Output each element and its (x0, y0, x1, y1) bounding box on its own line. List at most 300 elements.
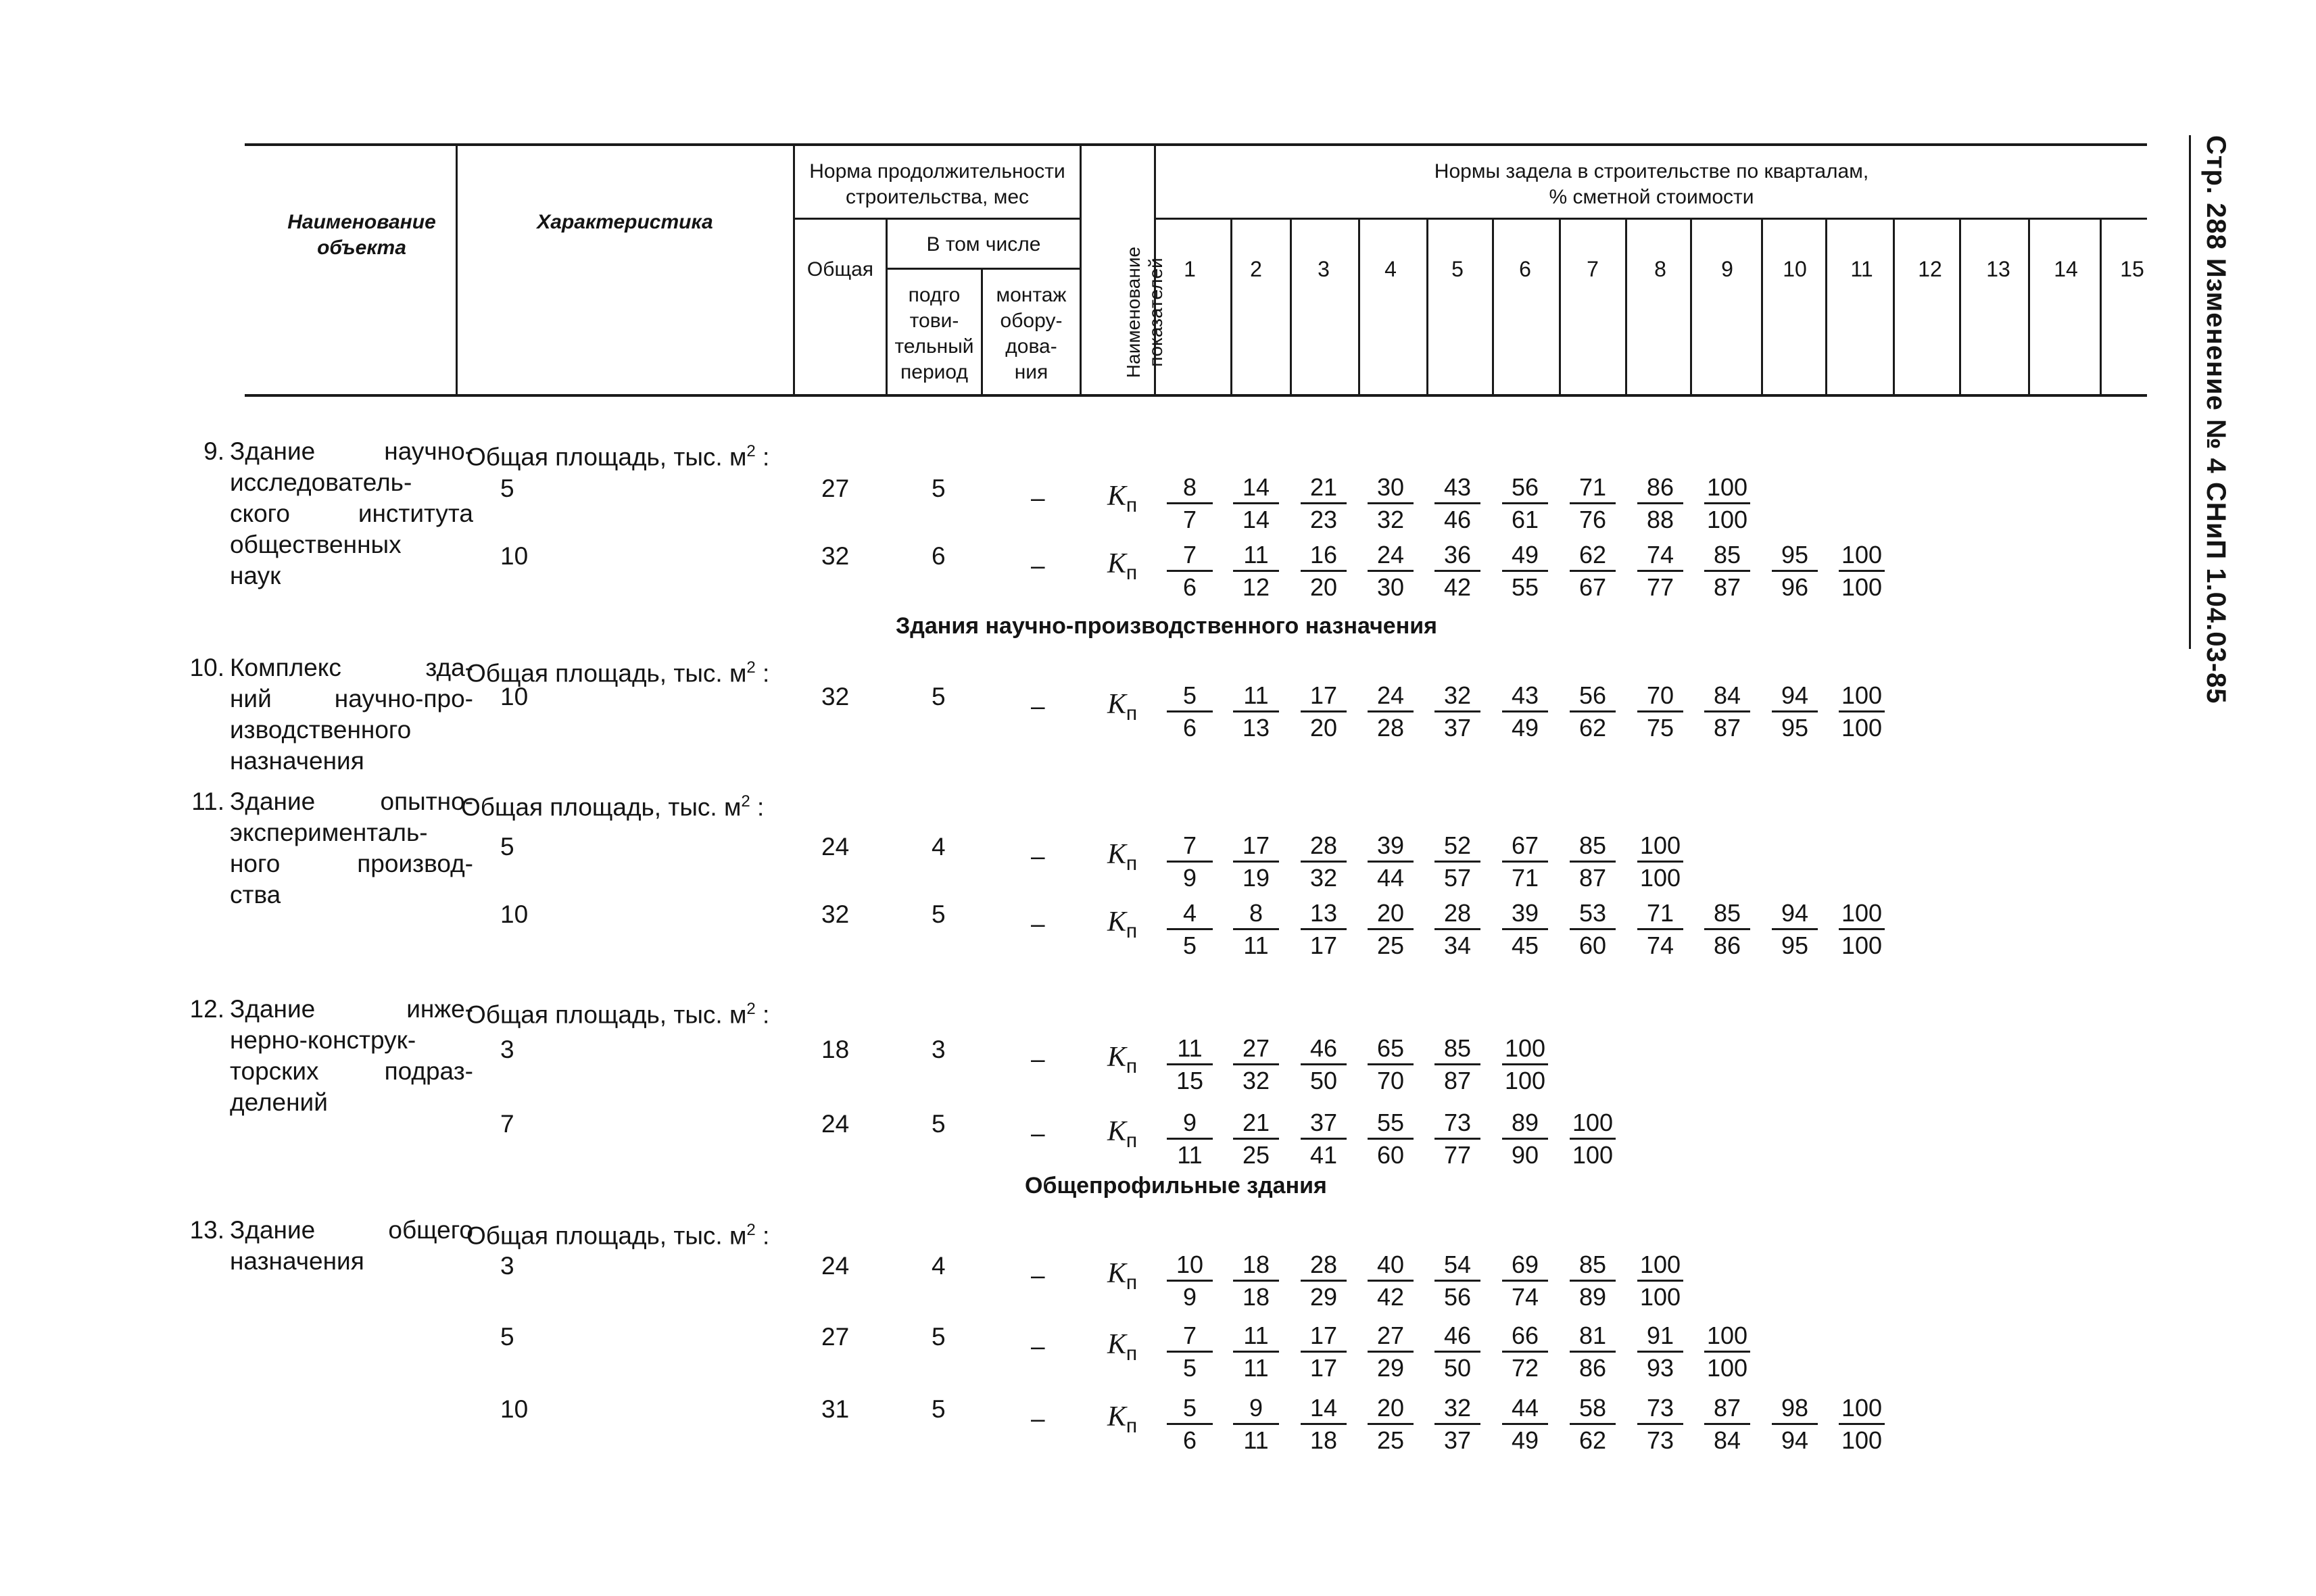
fraction-denominator: 100 (1706, 1354, 1748, 1382)
fraction-bar (1704, 710, 1750, 712)
fraction-numerator: 86 (1646, 473, 1674, 501)
fraction-denominator: 70 (1376, 1067, 1405, 1094)
fraction-denominator: 62 (1578, 1426, 1607, 1454)
fraction-denominator: 100 (1706, 506, 1748, 533)
fraction-bar (1233, 1138, 1279, 1140)
duration-equipment: – (1031, 910, 1045, 938)
reserve-fraction (1566, 541, 1620, 602)
reserve-fraction (1633, 1322, 1687, 1382)
fraction-bar (1233, 570, 1279, 572)
reserve-fraction (1633, 473, 1687, 534)
fraction-bar (1301, 1280, 1347, 1282)
reserve-fraction (1835, 1394, 1889, 1455)
fraction-denominator: 57 (1443, 864, 1472, 892)
fraction-numerator: 32 (1443, 1394, 1472, 1422)
indicator-kp-letter: К (1107, 839, 1126, 870)
reserve-fraction (1498, 1034, 1552, 1095)
fraction-bar (1704, 1423, 1750, 1425)
fraction-denominator: 34 (1443, 932, 1472, 959)
indicator-kp (1107, 480, 1137, 517)
reserve-fraction (1163, 1394, 1217, 1455)
fraction-bar (1368, 861, 1414, 863)
fraction-numerator: 20 (1376, 1394, 1405, 1422)
fraction-numerator: 11 (1177, 1034, 1203, 1062)
characteristic-label-sup: 2 (746, 658, 756, 677)
fraction-numerator: 7 (1182, 541, 1197, 569)
fraction-numerator: 8 (1182, 473, 1197, 501)
fraction-denominator: 50 (1443, 1354, 1472, 1382)
col-divider (456, 143, 458, 395)
fraction-numerator: 13 (1309, 899, 1338, 927)
fraction-numerator: 39 (1376, 831, 1405, 859)
characteristic-label-sup: 2 (741, 792, 750, 811)
fraction-bar (1637, 710, 1683, 712)
reserve-fraction (1498, 831, 1552, 892)
fraction-denominator: 89 (1578, 1283, 1607, 1311)
fraction-denominator: 50 (1309, 1067, 1338, 1094)
row-divider (886, 268, 1081, 270)
fraction-denominator: 72 (1511, 1354, 1539, 1382)
fraction-numerator: 73 (1646, 1394, 1674, 1422)
fraction-numerator: 17 (1242, 831, 1270, 859)
object-number: 11. (191, 788, 224, 815)
indicator-kp-subscript: п (1126, 702, 1138, 725)
fraction-numerator: 11 (1243, 681, 1269, 709)
indicator-kp-letter: К (1107, 481, 1126, 512)
object-name-line: Здание научно- (230, 437, 473, 465)
fraction-bar (1233, 710, 1279, 712)
indicator-kp-letter: К (1107, 689, 1126, 720)
reserve-fraction (1700, 899, 1754, 960)
fraction-denominator: 32 (1376, 506, 1405, 533)
duration-equipment: – (1031, 1405, 1045, 1432)
section-heading-research-production: Здания научно-производственного назначения (896, 613, 1437, 639)
object-name-line: нерно-конструк- (230, 1026, 416, 1054)
reserve-fraction (1566, 473, 1620, 534)
fraction-denominator: 12 (1242, 573, 1270, 601)
reserve-fraction (1430, 541, 1485, 602)
header-object-name: Наименование объекта (287, 211, 436, 259)
object-name (203, 436, 473, 591)
fraction-numerator: 85 (1713, 899, 1741, 927)
fraction-bar (1301, 928, 1347, 930)
fraction-bar (1570, 928, 1616, 930)
object-name (191, 786, 473, 911)
fraction-bar (1368, 1423, 1414, 1425)
fraction-numerator: 55 (1376, 1109, 1405, 1136)
fraction-bar (1570, 710, 1616, 712)
reserve-fraction (1163, 681, 1217, 742)
fraction-numerator: 14 (1309, 1394, 1338, 1422)
fraction-numerator: 85 (1578, 831, 1607, 859)
fraction-numerator: 9 (1249, 1394, 1263, 1422)
header-indicator: Наименование показателей (1123, 246, 1166, 379)
fraction-bar (1434, 1423, 1480, 1425)
object-name-line: эксперименталь- (230, 819, 428, 846)
fraction-denominator: 6 (1182, 714, 1197, 742)
fraction-bar (1167, 1138, 1213, 1140)
fraction-bar (1233, 1423, 1279, 1425)
fraction-bar (1167, 570, 1213, 572)
reserve-fraction (1430, 1251, 1485, 1311)
reserve-fraction (1498, 1251, 1552, 1311)
reserve-fraction (1364, 1109, 1418, 1169)
reserve-fraction (1364, 1251, 1418, 1311)
quarter-number: 13 (1986, 257, 2010, 281)
quarter-divider (1825, 218, 1827, 395)
fraction-denominator: 32 (1309, 864, 1338, 892)
reserve-fraction (1229, 1251, 1283, 1311)
reserve-fraction (1364, 681, 1418, 742)
reserve-fraction (1229, 1109, 1283, 1169)
fraction-denominator: 94 (1781, 1426, 1809, 1454)
fraction-denominator: 100 (1504, 1067, 1546, 1094)
fraction-denominator: 49 (1511, 714, 1539, 742)
section-heading-general-profile: Общепрофильные здания (1025, 1173, 1327, 1199)
duration-equipment: – (1031, 552, 1045, 579)
reserve-fraction (1229, 831, 1283, 892)
duration-prep: 5 (932, 1323, 946, 1351)
reserve-fraction (1700, 681, 1754, 742)
quarter-divider (1559, 218, 1561, 395)
fraction-denominator: 96 (1781, 573, 1809, 601)
fraction-numerator: 4 (1182, 899, 1197, 927)
fraction-denominator: 90 (1511, 1141, 1539, 1169)
indicator-kp (1107, 906, 1137, 943)
fraction-bar (1502, 1138, 1548, 1140)
quarter-divider (1625, 218, 1627, 395)
reserve-fraction (1430, 1034, 1485, 1095)
quarter-number: 9 (1721, 257, 1733, 281)
row-divider (1154, 218, 2147, 220)
fraction-bar (1570, 861, 1616, 863)
fraction-numerator: 46 (1443, 1322, 1472, 1349)
reserve-fraction (1229, 541, 1283, 602)
characteristic-value: 10 (500, 542, 529, 570)
characteristic-label (466, 994, 769, 1030)
fraction-bar (1368, 1138, 1414, 1140)
fraction-denominator: 84 (1713, 1426, 1741, 1454)
fraction-denominator: 29 (1309, 1283, 1338, 1311)
fraction-numerator: 7 (1182, 831, 1197, 859)
fraction-numerator: 66 (1511, 1322, 1539, 1349)
fraction-numerator: 89 (1511, 1109, 1539, 1136)
object-name-line: наук (230, 562, 281, 589)
duration-equipment: – (1031, 1119, 1045, 1147)
reserve-fraction (1297, 541, 1351, 602)
characteristic-label (466, 436, 769, 473)
object-name (189, 994, 473, 1118)
reserve-fraction (1297, 1034, 1351, 1095)
duration-prep: 4 (932, 833, 946, 861)
fraction-bar (1368, 570, 1414, 572)
fraction-numerator: 28 (1309, 1251, 1338, 1278)
reserve-fraction (1768, 1394, 1822, 1455)
fraction-denominator: 11 (1243, 1354, 1269, 1382)
fraction-bar (1570, 1280, 1616, 1282)
reserve-fraction (1297, 473, 1351, 534)
fraction-bar (1434, 710, 1480, 712)
indicator-kp-letter: К (1107, 548, 1126, 579)
fraction-numerator: 8 (1249, 899, 1263, 927)
reserve-fraction (1633, 899, 1687, 960)
fraction-numerator: 81 (1578, 1322, 1607, 1349)
fraction-bar (1434, 928, 1480, 930)
fraction-numerator: 28 (1443, 899, 1472, 927)
quarter-number: 14 (2054, 257, 2078, 281)
fraction-bar (1233, 861, 1279, 863)
header-reserve-norms: Нормы задела в строительстве по кварталам, % сметной стоимости (1434, 160, 1869, 208)
fraction-denominator: 37 (1443, 1426, 1472, 1454)
fraction-bar (1434, 502, 1480, 504)
fraction-bar (1637, 1351, 1683, 1353)
fraction-bar (1233, 502, 1279, 504)
reserve-fraction (1430, 681, 1485, 742)
reserve-fraction (1498, 899, 1552, 960)
duration-equipment: – (1031, 1332, 1045, 1360)
fraction-numerator: 46 (1309, 1034, 1338, 1062)
fraction-denominator: 76 (1578, 506, 1607, 533)
header-duration-norm: Норма продолжительности строительства, мес (809, 160, 1065, 208)
reserve-fraction (1498, 1322, 1552, 1382)
fraction-numerator: 85 (1443, 1034, 1472, 1062)
fraction-denominator: 87 (1713, 573, 1741, 601)
indicator-kp-subscript: п (1126, 920, 1138, 942)
characteristic-value: 3 (500, 1036, 514, 1063)
fraction-numerator: 62 (1578, 541, 1607, 569)
duration-prep: 5 (932, 900, 946, 928)
fraction-denominator: 37 (1443, 714, 1472, 742)
reserve-fraction (1297, 1394, 1351, 1455)
object-name-line: торских подраз- (230, 1057, 473, 1085)
reserve-fraction (1498, 681, 1552, 742)
fraction-bar (1167, 1351, 1213, 1353)
fraction-numerator: 56 (1511, 473, 1539, 501)
indicator-kp-letter: К (1107, 906, 1126, 938)
fraction-bar (1233, 1063, 1279, 1065)
reserve-fraction (1163, 1034, 1217, 1095)
fraction-denominator: 74 (1511, 1283, 1539, 1311)
fraction-numerator: 24 (1376, 541, 1405, 569)
quarter-number: 3 (1318, 257, 1330, 281)
reserve-fraction (1700, 473, 1754, 534)
fraction-numerator: 100 (1572, 1109, 1614, 1136)
quarter-number: 4 (1384, 257, 1397, 281)
fraction-numerator: 84 (1713, 681, 1741, 709)
fraction-denominator: 5 (1182, 1354, 1197, 1382)
reserve-fraction (1163, 831, 1217, 892)
indicator-kp-letter: К (1107, 1042, 1126, 1073)
reserve-fraction (1229, 473, 1283, 534)
reserve-fraction (1163, 1322, 1217, 1382)
object-name-line: Здание инже- (230, 995, 473, 1023)
fraction-denominator: 93 (1646, 1354, 1674, 1382)
characteristic-value: 5 (500, 1323, 514, 1351)
fraction-denominator: 42 (1443, 573, 1472, 601)
fraction-numerator: 21 (1309, 473, 1338, 501)
fraction-denominator: 67 (1578, 573, 1607, 601)
reserve-fraction (1297, 831, 1351, 892)
reserve-fraction (1430, 1322, 1485, 1382)
fraction-numerator: 95 (1781, 541, 1809, 569)
reserve-fraction (1498, 473, 1552, 534)
fraction-bar (1704, 570, 1750, 572)
fraction-denominator: 20 (1309, 714, 1338, 742)
fraction-denominator: 14 (1242, 506, 1270, 533)
object-name-line: Здание общего (230, 1216, 473, 1244)
quarter-number: 6 (1519, 257, 1531, 281)
fraction-bar (1502, 502, 1548, 504)
duration-prep: 6 (932, 542, 946, 570)
reserve-fraction (1430, 473, 1485, 534)
fraction-numerator: 36 (1443, 541, 1472, 569)
object-number: 10. (189, 654, 224, 681)
fraction-denominator: 11 (1177, 1141, 1203, 1169)
object-name-line: Здание опытно- (230, 788, 473, 815)
reserve-fraction (1566, 1251, 1620, 1311)
fraction-denominator: 100 (1639, 864, 1681, 892)
quarter-number: 1 (1184, 257, 1196, 281)
object-name (189, 1215, 473, 1277)
indicator-kp-subscript: п (1126, 852, 1138, 875)
fraction-denominator: 100 (1841, 932, 1883, 959)
fraction-bar (1502, 1063, 1548, 1065)
object-name-line: изводственного (230, 716, 412, 744)
fraction-bar (1167, 710, 1213, 712)
header-top-rule (245, 143, 2147, 146)
characteristic-label (461, 786, 764, 823)
reserve-fraction (1633, 681, 1687, 742)
characteristic-value: 7 (500, 1110, 514, 1138)
duration-total: 32 (821, 900, 850, 928)
fraction-bar (1368, 1351, 1414, 1353)
fraction-numerator: 85 (1713, 541, 1741, 569)
fraction-numerator: 24 (1376, 681, 1405, 709)
duration-total: 27 (821, 475, 850, 502)
characteristic-label-tail: : (755, 443, 770, 471)
fraction-bar (1637, 1280, 1683, 1282)
fraction-numerator: 39 (1511, 899, 1539, 927)
object-name-line: назначения (230, 1247, 364, 1275)
duration-total: 24 (821, 833, 850, 861)
fraction-numerator: 71 (1646, 899, 1674, 927)
fraction-bar (1301, 861, 1347, 863)
fraction-numerator: 5 (1182, 681, 1197, 709)
duration-total: 18 (821, 1036, 850, 1063)
fraction-numerator: 40 (1376, 1251, 1405, 1278)
fraction-bar (1570, 502, 1616, 504)
fraction-bar (1434, 1351, 1480, 1353)
row-divider (793, 218, 1081, 220)
fraction-bar (1637, 502, 1683, 504)
fraction-numerator: 100 (1504, 1034, 1546, 1062)
fraction-denominator: 100 (1841, 1426, 1883, 1454)
fraction-bar (1502, 570, 1548, 572)
characteristic-value: 10 (500, 900, 529, 928)
reserve-fraction (1633, 1394, 1687, 1455)
fraction-numerator: 37 (1309, 1109, 1338, 1136)
fraction-numerator: 69 (1511, 1251, 1539, 1278)
fraction-bar (1434, 1063, 1480, 1065)
reserve-fraction (1430, 1394, 1485, 1455)
fraction-bar (1637, 570, 1683, 572)
fraction-numerator: 27 (1376, 1322, 1405, 1349)
indicator-kp (1107, 1041, 1137, 1078)
fraction-denominator: 74 (1646, 932, 1674, 959)
side-title-rule (2189, 135, 2191, 649)
fraction-bar (1167, 861, 1213, 863)
fraction-numerator: 71 (1578, 473, 1607, 501)
fraction-numerator: 100 (1841, 681, 1883, 709)
reserve-fraction (1700, 1394, 1754, 1455)
indicator-kp-letter: К (1107, 1116, 1126, 1147)
fraction-bar (1368, 1063, 1414, 1065)
reserve-fraction (1700, 1322, 1754, 1382)
characteristic-label-text: Общая площадь, тыс. м (466, 1000, 747, 1029)
fraction-numerator: 10 (1176, 1251, 1204, 1278)
fraction-numerator: 7 (1182, 1322, 1197, 1349)
fraction-numerator: 94 (1781, 681, 1809, 709)
reserve-fraction (1297, 1251, 1351, 1311)
fraction-bar (1839, 570, 1885, 572)
quarter-divider (2100, 218, 2102, 395)
reserve-fraction (1229, 899, 1283, 960)
fraction-bar (1167, 928, 1213, 930)
fraction-bar (1502, 710, 1548, 712)
quarter-divider (2028, 218, 2030, 395)
fraction-bar (1167, 1280, 1213, 1282)
fraction-denominator: 60 (1578, 932, 1607, 959)
duration-prep: 5 (932, 1110, 946, 1138)
fraction-denominator: 28 (1376, 714, 1405, 742)
fraction-bar (1570, 1351, 1616, 1353)
indicator-kp-subscript: п (1126, 1415, 1138, 1437)
fraction-numerator: 100 (1706, 1322, 1748, 1349)
fraction-numerator: 100 (1841, 1394, 1883, 1422)
indicator-kp (1107, 1401, 1137, 1438)
fraction-bar (1502, 861, 1548, 863)
fraction-denominator: 87 (1713, 714, 1741, 742)
fraction-numerator: 53 (1578, 899, 1607, 927)
indicator-kp-subscript: п (1126, 494, 1138, 516)
quarter-divider (1230, 218, 1232, 395)
reserve-fraction (1229, 1034, 1283, 1095)
fraction-numerator: 43 (1443, 473, 1472, 501)
fraction-denominator: 100 (1841, 573, 1883, 601)
characteristic-value: 5 (500, 475, 514, 502)
fraction-denominator: 87 (1578, 864, 1607, 892)
fraction-denominator: 100 (1639, 1283, 1681, 1311)
fraction-numerator: 18 (1242, 1251, 1270, 1278)
fraction-bar (1233, 928, 1279, 930)
reserve-fraction (1835, 681, 1889, 742)
fraction-bar (1301, 570, 1347, 572)
fraction-denominator: 25 (1376, 1426, 1405, 1454)
fraction-denominator: 25 (1242, 1141, 1270, 1169)
fraction-denominator: 61 (1511, 506, 1539, 533)
fraction-numerator: 54 (1443, 1251, 1472, 1278)
indicator-kp-subscript: п (1126, 1055, 1138, 1078)
quarter-divider (1358, 218, 1360, 395)
fraction-denominator: 100 (1572, 1141, 1614, 1169)
fraction-bar (1167, 502, 1213, 504)
characteristic-label-text: Общая площадь, тыс. м (461, 793, 742, 821)
characteristic-value: 10 (500, 1395, 529, 1423)
reserve-fraction (1566, 681, 1620, 742)
fraction-denominator: 46 (1443, 506, 1472, 533)
fraction-denominator: 100 (1841, 714, 1883, 742)
fraction-numerator: 16 (1309, 541, 1338, 569)
